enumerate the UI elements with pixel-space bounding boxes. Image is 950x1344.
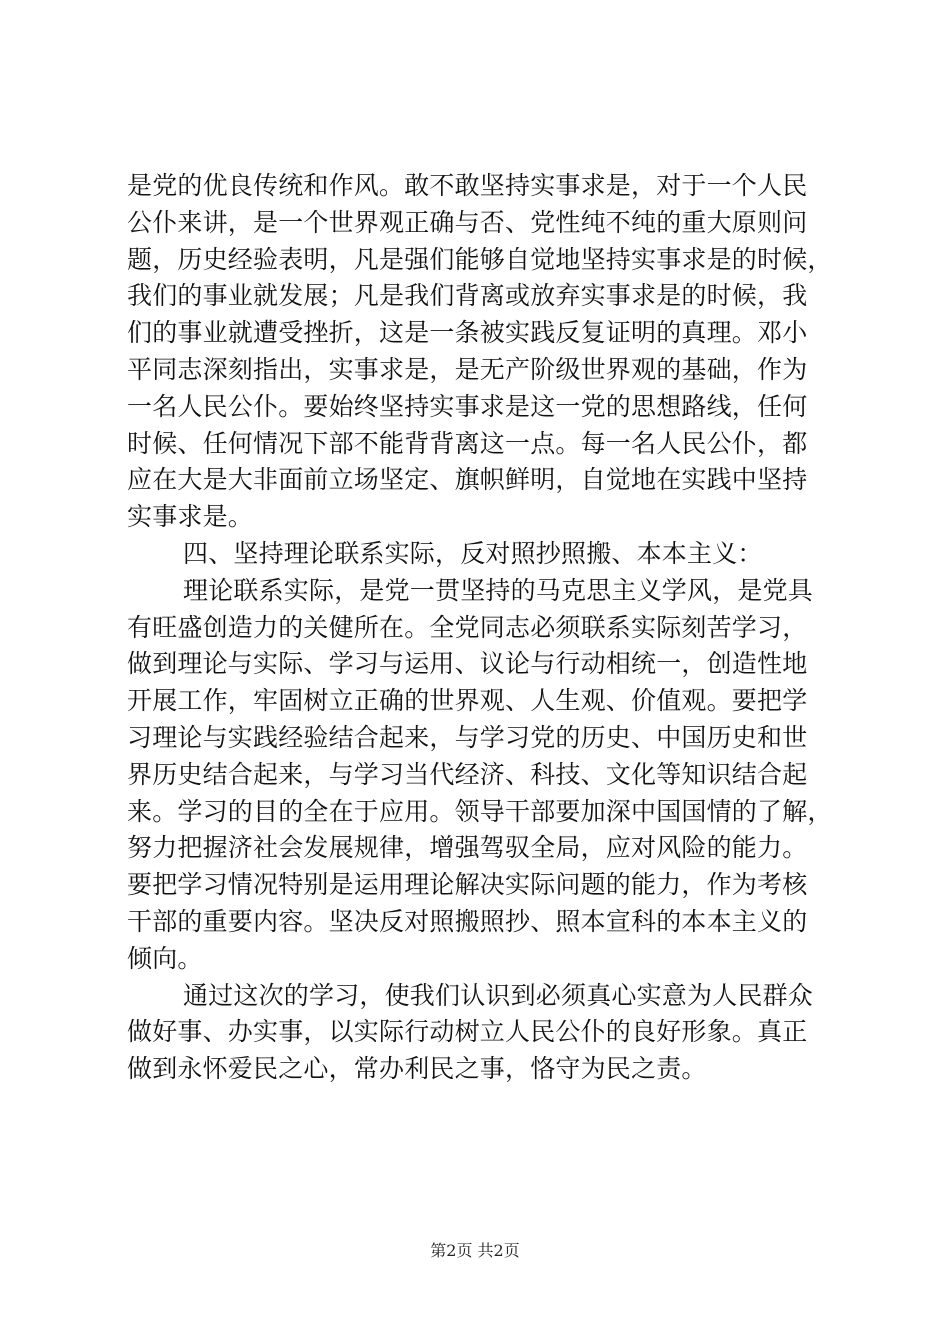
text-line: 做到永怀爱民之心，常办利民之事，恪守为民之责。	[127, 1054, 707, 1084]
text-line: 公仆来讲，是一个世界观正确与否、党性纯不纯的重大原则问	[127, 207, 808, 237]
text-line: 习理论与实践经验结合起来，与学习党的历史、中国历史和世	[127, 722, 808, 752]
text-line: 做到理论与实际、学习与运用、议论与行动相统一，创造性地	[127, 649, 808, 679]
text-line: 理论联系实际，是党一贯坚持的马克思主义学风，是党具	[183, 575, 814, 605]
text-line: 来。学习的目的全在于应用。领导干部要加深中国国情的了解，	[127, 796, 833, 826]
text-line: 一名人民公仆。要始终坚持实事求是这一党的思想路线，任何	[127, 391, 808, 421]
text-line: 是党的优良传统和作风。敢不敢坚持实事求是，对于一个人民	[127, 171, 808, 200]
text-line: 我们的事业就发展；凡是我们背离或放弃实事求是的时候，我	[127, 281, 808, 311]
text-line: 平同志深刻指出，实事求是，是无产阶级世界观的基础，作为	[127, 354, 808, 384]
text-line: 们的事业就遭受挫折，这是一条被实践反复证明的真理。邓小	[127, 318, 808, 348]
text-line: 四、坚持理论联系实际，反对照抄照搬、本本主义：	[183, 538, 763, 568]
text-line: 要把学习情况特别是运用理论解决实际问题的能力，作为考核	[127, 870, 808, 900]
text-line: 通过这次的学习，使我们认识到必须真心实意为人民群众	[183, 980, 814, 1010]
text-line: 开展工作，牢固树立正确的世界观、人生观、价值观。要把学	[127, 686, 808, 716]
text-line: 题，历史经验表明，凡是强们能够自觉地坚持实事求是的时候，	[127, 244, 833, 274]
text-line: 界历史结合起来，与学习当代经济、科技、文化等知识结合起	[127, 759, 808, 789]
text-line: 有旺盛创造力的关健所在。全党同志必须联系实际刻苦学习，	[127, 612, 808, 642]
text-line: 努力把握济社会发展规律，增强驾驭全局，应对风险的能力。	[127, 833, 808, 863]
text-line: 实事求是。	[127, 502, 254, 532]
document-body	[127, 168, 833, 1088]
text-line: 应在大是大非面前立场坚定、旗帜鲜明，自觉地在实践中坚持	[127, 465, 808, 495]
text-line: 倾向。	[127, 943, 203, 973]
text-line: 时候、任何情况下部不能背背离这一点。每一名人民公仆，都	[127, 428, 808, 458]
text-line: 做好事、办实事，以实际行动树立人民公仆的良好形象。真正	[127, 1017, 808, 1047]
page-footer: 第2页 共2页	[430, 1241, 520, 1260]
text-line: 干部的重要内容。坚决反对照搬照抄、照本宣科的本本主义的	[127, 906, 808, 936]
